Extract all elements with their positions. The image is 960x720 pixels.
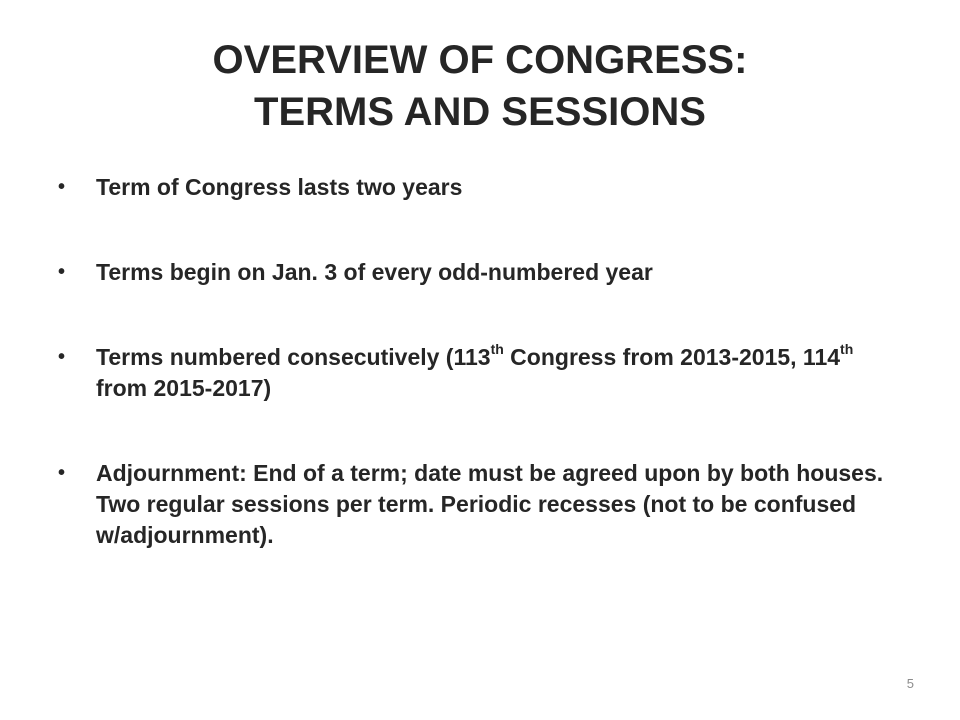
bullet-text-part: Congress from 2013-2015, 114 <box>503 344 841 370</box>
bullet-text-part: from 2015-2017) <box>96 375 272 401</box>
bullet-dot-icon: • <box>58 176 66 198</box>
bullet-item <box>58 458 908 551</box>
bullet-text-part: Terms numbered consecutively (113 <box>96 344 491 370</box>
bullet-item <box>58 172 908 203</box>
bullet-dot-icon: • <box>58 346 66 368</box>
bullet-text: Terms begin on Jan. 3 of every odd-numbered year <box>96 259 653 285</box>
bullet-text: Term of Congress lasts two years <box>96 174 463 200</box>
title-line-2: TERMS AND SESSIONS <box>254 90 706 134</box>
bullet-list <box>58 172 908 551</box>
bullet-item <box>58 257 908 288</box>
slide-title <box>72 34 888 138</box>
bullet-dot-icon: • <box>58 462 66 484</box>
ordinal-suffix: th <box>840 341 854 358</box>
bullet-text: Adjournment: End of a term; date must be agreed upon by both houses. Two regular sessions per term. Periodic recesses (not to be confused w/adjournment). <box>96 460 884 548</box>
ordinal-suffix: th <box>490 341 504 358</box>
page-number: 5 <box>906 676 914 691</box>
bullet-dot-icon: • <box>58 261 66 283</box>
title-line-1: OVERVIEW OF CONGRESS: <box>212 38 748 82</box>
bullet-item <box>58 342 908 404</box>
